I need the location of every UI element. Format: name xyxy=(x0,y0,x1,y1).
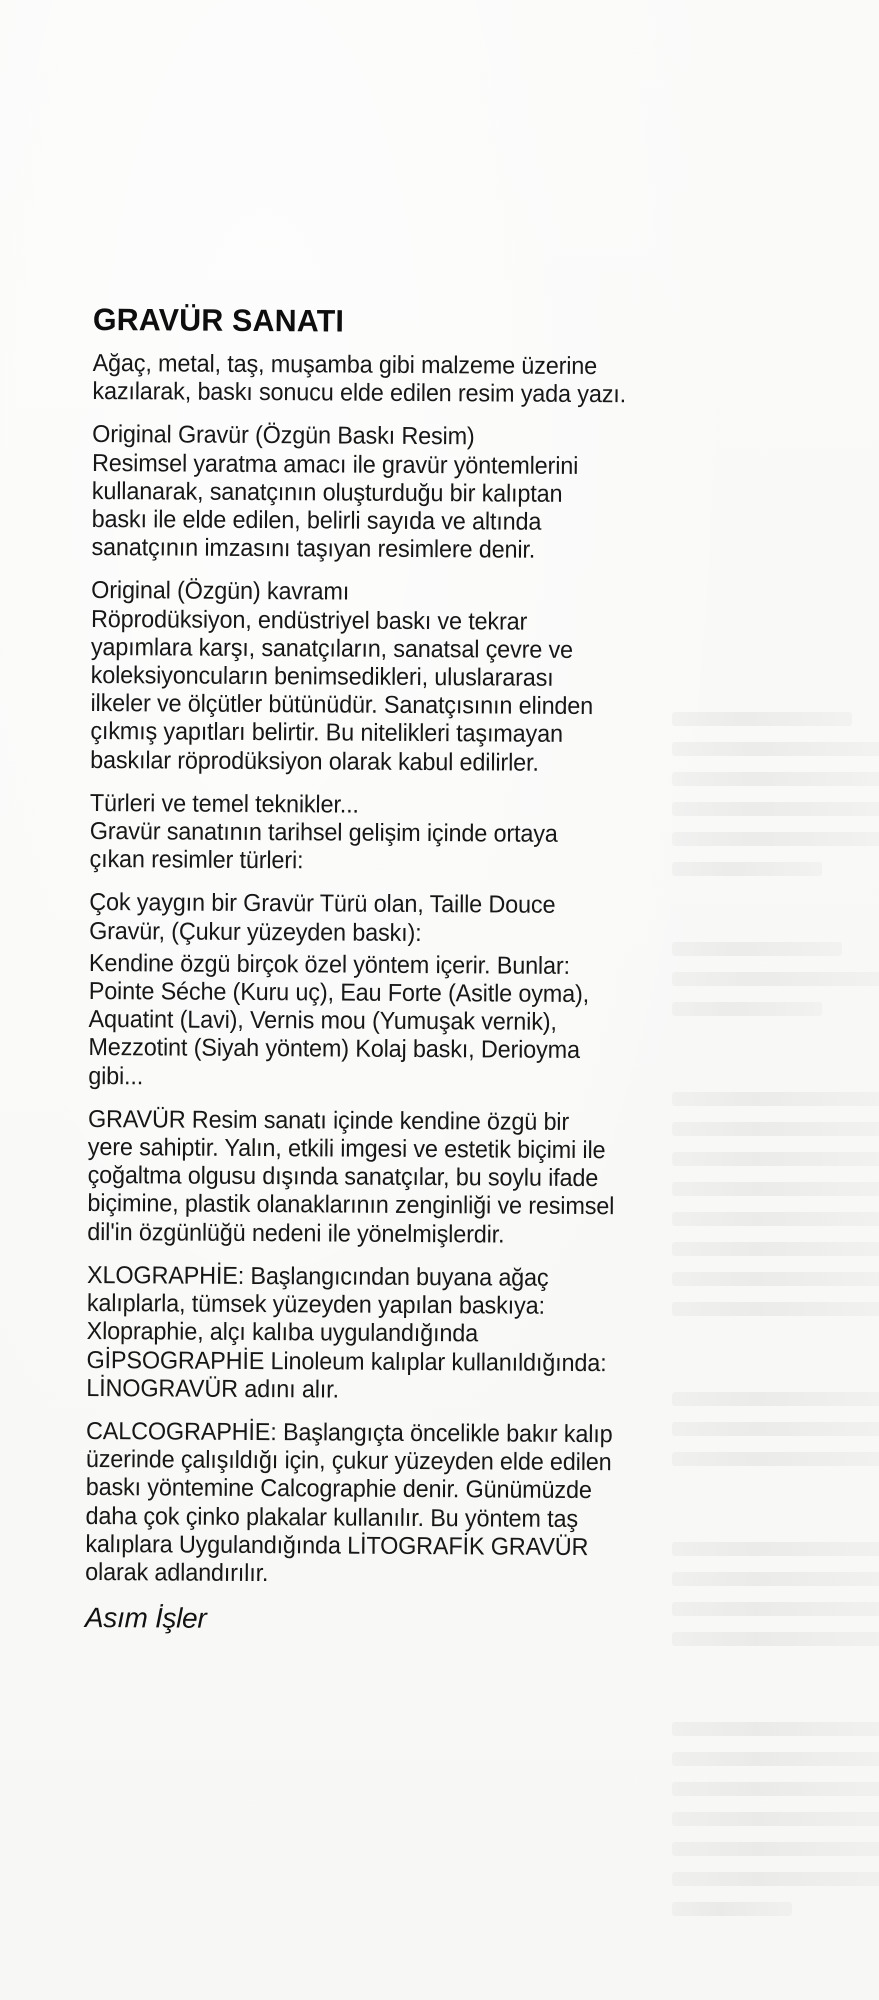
text-line: XLOGRAPHİE: Başlangıcından buyana ağaç xyxy=(86,1261,549,1292)
text-line: CALCOGRAPHİE: Başlangıçta öncelikle bakır kalıp xyxy=(86,1417,613,1449)
paragraph-types-intro xyxy=(89,790,758,879)
text-line: Ağaç, metal, taş, muşamba gibi malzeme üzerine xyxy=(92,349,598,381)
text-line: çıkmış yapıtları belirtir. Bu nitelikleri taşımayan xyxy=(90,718,563,749)
text-line: daha çok çinko plakalar kullanılır. Bu yöntem taş xyxy=(85,1502,579,1533)
paragraph-gravur-place xyxy=(87,1106,756,1251)
text-line: kalıplarla, tümsek yüzeyden yapılan baskıya: xyxy=(86,1290,545,1320)
text-line: Original Gravür (Özgün Baskı Resim) xyxy=(92,421,475,451)
text-line: olarak adlandırılır. xyxy=(85,1558,269,1588)
article-title: GRAVÜR SANATI xyxy=(92,301,345,339)
text-line: yapımlara karşı, sanatçıların, sanatsal çevre ve xyxy=(90,633,574,664)
text-line: Mezzotint (Siyah yöntem) Kolaj baskı, Derioyma xyxy=(88,1034,580,1065)
paragraph-original-gravur xyxy=(91,421,760,566)
paragraph-calcographie xyxy=(85,1418,755,1591)
paragraph-techniques xyxy=(88,950,757,1095)
text-line: yere sahiptir. Yalın, etkili imgesi ve estetik biçimi ile xyxy=(87,1134,606,1165)
paragraph-xlographie xyxy=(86,1262,755,1407)
paragraph-original-concept xyxy=(90,577,760,779)
text-line: Aquatint (Lavi), Vernis mou (Yumuşak vernik), xyxy=(88,1006,557,1037)
show-through-mark xyxy=(672,1812,879,1826)
text-line: GRAVÜR Resim sanatı içinde kendine özgü bir xyxy=(87,1105,570,1136)
show-through-mark xyxy=(672,1842,879,1856)
paragraph-taille-douce xyxy=(89,889,758,949)
text-line: kazılarak, baskı sonucu elde edilen resim yada yazı. xyxy=(92,378,627,409)
text-line: koleksiyoncuların benimsedikleri, uluslararası xyxy=(90,662,554,692)
text-line: Röprodüksiyon, endüstriyel baskı ve tekrar xyxy=(90,605,528,636)
text-line: dil'in özgünlüğü nedeni ile yönelmişlerdir. xyxy=(87,1218,505,1249)
article xyxy=(85,300,793,1638)
text-line: çıkan resimler türleri: xyxy=(89,846,304,875)
text-line: üzerinde çalışıldığı için, çukur yüzeyden elde edilen xyxy=(85,1446,612,1477)
show-through-mark xyxy=(672,1782,879,1796)
text-line: LİNOGRAVÜR adını alır. xyxy=(86,1374,340,1404)
text-line: ilkeler ve ölçütler bütünüdür. Sanatçısının elinden xyxy=(90,690,594,721)
text-line: Resimsel yaratma amacı ile gravür yöntemlerini xyxy=(91,449,579,480)
text-line: çoğaltma olgusu dışında sanatçılar, bu soylu ifade xyxy=(87,1162,599,1193)
text-line: Gravür, (Çukur yüzeyden baskı): xyxy=(89,917,422,947)
text-line: Kendine özgü birçok özel yöntem içerir. Bunlar: xyxy=(88,949,570,980)
text-line: kullanarak, sanatçının oluşturduğu bir kalıptan xyxy=(91,477,563,508)
show-through-mark xyxy=(672,1872,879,1886)
text-line: sanatçının imzasını taşıyan resimlere denir. xyxy=(91,534,536,564)
text-line: kalıplara Uygulandığında LİTOGRAFİK GRAVÜR xyxy=(85,1530,589,1561)
text-line: baskı ile elde edilen, belirli sayıda ve altında xyxy=(91,506,542,536)
text-line: Original (Özgün) kavramı xyxy=(91,577,350,606)
text-line: Pointe Séche (Kuru uç), Eau Forte (Asitle oyma), xyxy=(88,978,590,1009)
text-line: baskı yöntemine Calcographie denir. Günümüzde xyxy=(85,1474,592,1505)
text-line: Türleri ve temel teknikler... xyxy=(89,789,359,819)
show-through-mark xyxy=(672,1902,792,1916)
text-line: GİPSOGRAPHİE Linoleum kalıplar kullanıldığında: xyxy=(86,1346,607,1377)
author-signature: Asım İşler xyxy=(84,1602,207,1634)
text-line: Çok yaygın bir Gravür Türü olan, Taille Douce xyxy=(89,889,556,920)
show-through-mark xyxy=(672,1752,879,1766)
paragraph-definition xyxy=(92,350,761,410)
text-line: Gravür sanatının tarihsel gelişim içinde ortaya xyxy=(89,818,558,848)
text-line: biçimine, plastik olanaklarının zenginliği ve resimsel xyxy=(87,1190,615,1221)
text-line: gibi... xyxy=(88,1062,144,1090)
show-through-mark xyxy=(672,1722,879,1736)
text-line: baskılar röprodüksiyon olarak kabul edilirler. xyxy=(90,746,539,777)
text-line: Xlopraphie, alçı kalıba uygulandığında xyxy=(86,1318,479,1348)
